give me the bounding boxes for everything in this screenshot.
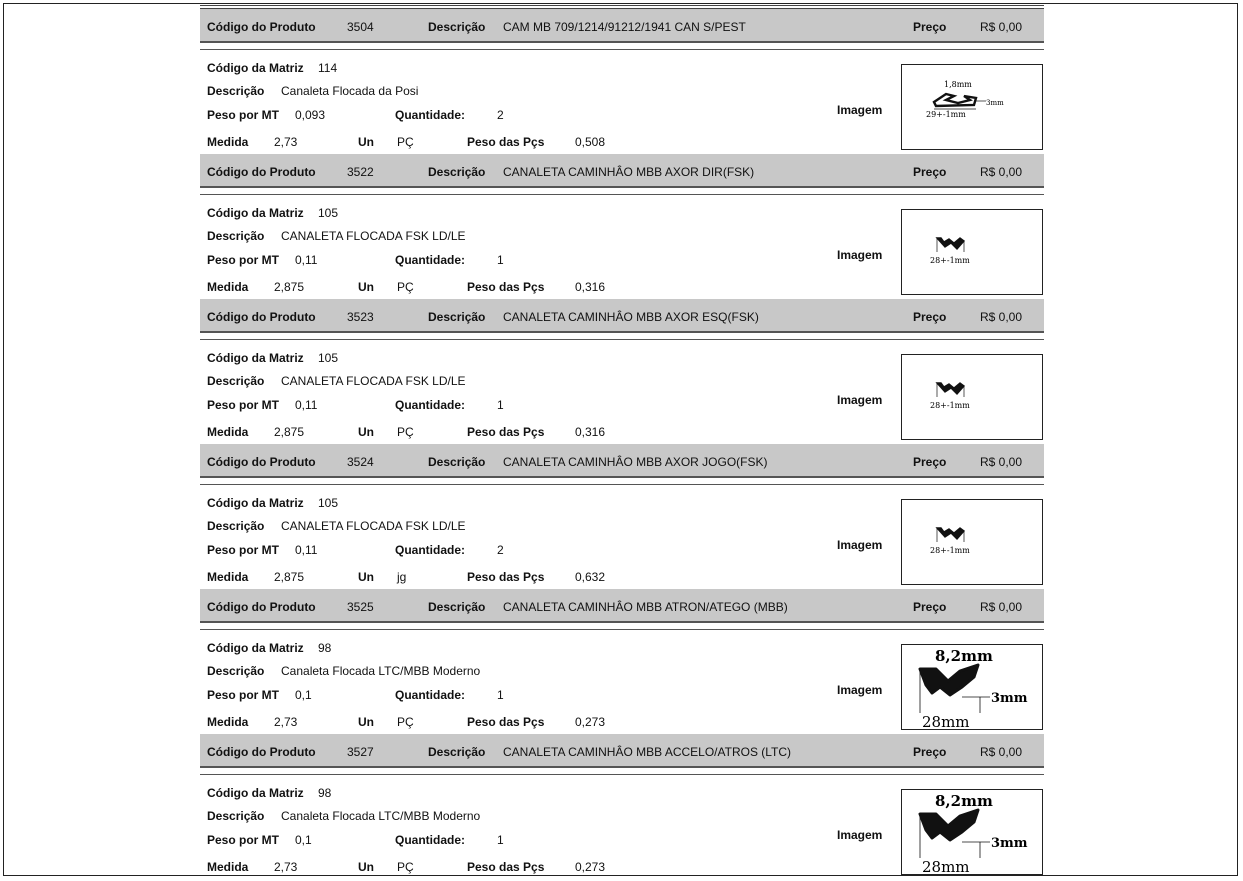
preco-label: Preço	[913, 745, 947, 759]
codigo-produto-value: 3527	[347, 745, 374, 759]
quantidade-label: Quantidade:	[395, 688, 466, 702]
medida-value: 2,73	[274, 860, 298, 874]
quantidade-label: Quantidade:	[395, 253, 466, 267]
product-details	[200, 51, 1044, 154]
profile-drawing	[902, 645, 1042, 729]
descricao-value: CANALETA CAMINHÂO MBB ATRON/ATEGO (MBB)	[503, 600, 788, 614]
medida-label: Medida	[207, 425, 249, 439]
dim-bottom: 28+-1mm	[930, 546, 970, 555]
quantidade-label: Quantidade:	[395, 108, 466, 122]
product-header	[200, 9, 1044, 43]
codigo-matriz-value: 105	[318, 206, 339, 220]
imagem-label: Imagem	[837, 248, 883, 262]
dim-right: 3mm	[986, 99, 1004, 107]
quantidade-value: 1	[497, 398, 504, 412]
codigo-matriz-label: Código da Matriz	[207, 206, 304, 220]
profile-drawing	[902, 500, 1042, 584]
peso-pcs-value: 0,632	[575, 570, 606, 584]
quantidade-label: Quantidade:	[395, 543, 466, 557]
preco-label: Preço	[913, 455, 947, 469]
un-label: Un	[358, 425, 374, 439]
matriz-descricao-value: Canaleta Flocada da Posi	[281, 84, 419, 98]
un-value: PÇ	[397, 280, 414, 294]
peso-mt-label: Peso por MT	[207, 833, 280, 847]
matriz-descricao-value: Canaleta Flocada LTC/MBB Moderno	[281, 664, 481, 678]
quantidade-value: 1	[497, 688, 504, 702]
codigo-produto-value: 3522	[347, 165, 374, 179]
profile-drawing	[902, 355, 1042, 439]
codigo-produto-value: 3504	[347, 20, 374, 34]
medida-value: 2,875	[274, 425, 305, 439]
header-rule	[200, 194, 1044, 195]
peso-mt-label: Peso por MT	[207, 253, 280, 267]
preco-value: R$ 0,00	[980, 455, 1023, 469]
dim-bottom: 28+-1mm	[930, 256, 970, 265]
matriz-descricao-label: Descrição	[207, 374, 265, 388]
preco-label: Preço	[913, 165, 947, 179]
descricao-value: CANALETA CAMINHÂO MBB AXOR DIR(FSK)	[503, 165, 755, 179]
peso-mt-label: Peso por MT	[207, 543, 280, 557]
dim-top: 1,8mm	[944, 80, 972, 89]
dim-bottom: 29+-1mm	[926, 110, 966, 119]
medida-label: Medida	[207, 715, 249, 729]
codigo-produto-value: 3524	[347, 455, 374, 469]
matriz-descricao-value: CANALETA FLOCADA FSK LD/LE	[281, 374, 466, 388]
product-block	[200, 444, 1044, 589]
preco-value: R$ 0,00	[980, 165, 1023, 179]
codigo-produto-label: Código do Produto	[207, 600, 316, 614]
header-rule	[200, 339, 1044, 340]
dim-bottom: 28mm	[922, 713, 970, 729]
peso-pcs-label: Peso das Pçs	[467, 860, 545, 874]
profile-image	[901, 644, 1043, 730]
descricao-value: CANALETA CAMINHÂO MBB ACCELO/ATROS (LTC)	[503, 745, 792, 759]
imagem-label: Imagem	[837, 683, 883, 697]
peso-mt-value: 0,1	[295, 688, 312, 702]
descricao-value: CANALETA CAMINHÂO MBB AXOR JOGO(FSK)	[503, 455, 768, 469]
quantidade-value: 2	[497, 543, 504, 557]
un-value: PÇ	[397, 860, 414, 874]
codigo-produto-value: 3523	[347, 310, 374, 324]
quantidade-label: Quantidade:	[395, 398, 466, 412]
product-details	[200, 776, 1044, 879]
un-label: Un	[358, 135, 374, 149]
codigo-matriz-label: Código da Matriz	[207, 61, 304, 75]
header-rule	[200, 49, 1044, 50]
profile-image	[901, 209, 1043, 295]
matriz-descricao-label: Descrição	[207, 809, 265, 823]
preco-value: R$ 0,00	[980, 745, 1023, 759]
profile-shape	[934, 94, 976, 106]
profile-shape	[920, 665, 978, 695]
medida-label: Medida	[207, 280, 249, 294]
dim-top: 8,2mm	[935, 647, 993, 665]
preco-label: Preço	[913, 20, 947, 34]
profile-image	[901, 64, 1043, 150]
medida-label: Medida	[207, 860, 249, 874]
preco-label: Preço	[913, 600, 947, 614]
profile-drawing	[902, 210, 1042, 294]
peso-pcs-value: 0,508	[575, 135, 606, 149]
codigo-produto-label: Código do Produto	[207, 310, 316, 324]
peso-mt-label: Peso por MT	[207, 108, 280, 122]
imagem-label: Imagem	[837, 828, 883, 842]
medida-value: 2,875	[274, 570, 305, 584]
codigo-produto-label: Código do Produto	[207, 455, 316, 469]
peso-mt-label: Peso por MT	[207, 688, 280, 702]
profile-shape	[920, 810, 978, 840]
product-header	[200, 154, 1044, 188]
codigo-matriz-value: 98	[318, 786, 332, 800]
header-rule	[200, 774, 1044, 775]
header-rule	[200, 484, 1044, 485]
quantidade-value: 2	[497, 108, 504, 122]
codigo-matriz-value: 98	[318, 641, 332, 655]
un-label: Un	[358, 570, 374, 584]
codigo-matriz-value: 105	[318, 496, 339, 510]
product-list	[200, 9, 1044, 879]
product-header	[200, 589, 1044, 623]
peso-mt-value: 0,11	[295, 253, 318, 267]
un-value: jg	[397, 570, 407, 584]
quantidade-value: 1	[497, 833, 504, 847]
imagem-label: Imagem	[837, 393, 883, 407]
codigo-produto-label: Código do Produto	[207, 20, 316, 34]
peso-pcs-label: Peso das Pçs	[467, 280, 545, 294]
codigo-matriz-label: Código da Matriz	[207, 496, 304, 510]
dim-bottom: 28mm	[922, 858, 970, 874]
descricao-label: Descrição	[428, 310, 486, 324]
dim-right: 3mm	[991, 691, 1028, 706]
medida-value: 2,73	[274, 715, 298, 729]
product-details	[200, 196, 1044, 299]
matriz-descricao-value: Canaleta Flocada LTC/MBB Moderno	[281, 809, 481, 823]
peso-mt-value: 0,11	[295, 543, 318, 557]
peso-pcs-value: 0,273	[575, 860, 606, 874]
quantidade-value: 1	[497, 253, 504, 267]
profile-image	[901, 789, 1043, 875]
dim-bottom: 28+-1mm	[930, 401, 970, 410]
dim-right: 3mm	[991, 836, 1028, 851]
matriz-descricao-label: Descrição	[207, 519, 265, 533]
preco-value: R$ 0,00	[980, 20, 1023, 34]
matriz-descricao-label: Descrição	[207, 664, 265, 678]
product-header	[200, 734, 1044, 768]
preco-label: Preço	[913, 310, 947, 324]
descricao-label: Descrição	[428, 165, 486, 179]
matriz-descricao-label: Descrição	[207, 84, 265, 98]
product-header	[200, 444, 1044, 478]
peso-pcs-label: Peso das Pçs	[467, 135, 545, 149]
peso-pcs-label: Peso das Pçs	[467, 570, 545, 584]
product-block	[200, 734, 1044, 879]
peso-pcs-value: 0,316	[575, 425, 606, 439]
profile-shape	[937, 528, 964, 539]
descricao-label: Descrição	[428, 20, 486, 34]
imagem-label: Imagem	[837, 538, 883, 552]
peso-mt-label: Peso por MT	[207, 398, 280, 412]
un-label: Un	[358, 860, 374, 874]
codigo-matriz-value: 105	[318, 351, 339, 365]
peso-pcs-label: Peso das Pçs	[467, 425, 545, 439]
codigo-produto-value: 3525	[347, 600, 374, 614]
medida-label: Medida	[207, 570, 249, 584]
un-label: Un	[358, 715, 374, 729]
product-block	[200, 299, 1044, 444]
medida-value: 2,875	[274, 280, 305, 294]
imagem-label: Imagem	[837, 103, 883, 117]
preco-value: R$ 0,00	[980, 600, 1023, 614]
product-block	[200, 589, 1044, 734]
matriz-descricao-value: CANALETA FLOCADA FSK LD/LE	[281, 229, 466, 243]
descricao-label: Descrição	[428, 455, 486, 469]
peso-pcs-value: 0,273	[575, 715, 606, 729]
un-value: PÇ	[397, 425, 414, 439]
profile-drawing	[902, 65, 1042, 149]
matriz-descricao-value: CANALETA FLOCADA FSK LD/LE	[281, 519, 466, 533]
un-value: PÇ	[397, 715, 414, 729]
codigo-produto-label: Código do Produto	[207, 165, 316, 179]
header-rule	[200, 629, 1044, 630]
peso-mt-value: 0,093	[295, 108, 326, 122]
quantidade-label: Quantidade:	[395, 833, 466, 847]
product-block	[200, 154, 1044, 299]
profile-shape	[937, 383, 964, 394]
descricao-label: Descrição	[428, 745, 486, 759]
product-header	[200, 299, 1044, 333]
peso-pcs-label: Peso das Pçs	[467, 715, 545, 729]
descricao-value: CANALETA CAMINHÂO MBB AXOR ESQ(FSK)	[503, 310, 759, 324]
codigo-matriz-label: Código da Matriz	[207, 786, 304, 800]
product-block	[200, 9, 1044, 154]
preco-value: R$ 0,00	[980, 310, 1023, 324]
peso-pcs-value: 0,316	[575, 280, 606, 294]
dim-top: 8,2mm	[935, 792, 993, 810]
product-details	[200, 486, 1044, 589]
codigo-matriz-value: 114	[318, 61, 338, 75]
codigo-matriz-label: Código da Matriz	[207, 641, 304, 655]
profile-image	[901, 499, 1043, 585]
medida-value: 2,73	[274, 135, 298, 149]
matriz-descricao-label: Descrição	[207, 229, 265, 243]
un-value: PÇ	[397, 135, 414, 149]
profile-drawing	[902, 790, 1042, 874]
un-label: Un	[358, 280, 374, 294]
peso-mt-value: 0,1	[295, 833, 312, 847]
codigo-matriz-label: Código da Matriz	[207, 351, 304, 365]
profile-shape	[937, 238, 964, 249]
medida-label: Medida	[207, 135, 249, 149]
peso-mt-value: 0,11	[295, 398, 318, 412]
codigo-produto-label: Código do Produto	[207, 745, 316, 759]
descricao-label: Descrição	[428, 600, 486, 614]
descricao-value: CAM MB 709/1214/91212/1941 CAN S/PEST	[503, 20, 746, 34]
profile-image	[901, 354, 1043, 440]
product-details	[200, 631, 1044, 734]
product-catalog	[200, 5, 1044, 879]
product-details	[200, 341, 1044, 444]
